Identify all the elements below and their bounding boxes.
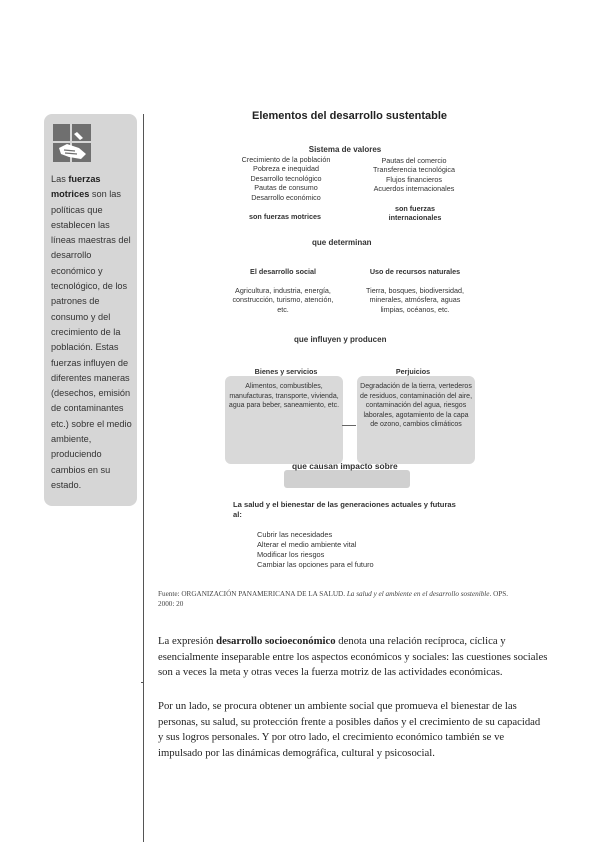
list-item: Cubrir las necesidades	[257, 530, 333, 539]
paragraph-2: Por un lado, se procura obtener un ambiente social que promueva el bienestar de las personas, su salud, su protección frente a posibles daños y el crecimiento de su capacidad y sus logros personales. Y por otro lado, el crecimiento económico también se ve impulsado por las dinámicas demográfica, cultural y psicosocial.	[158, 700, 541, 759]
paragraph-1: La expresión desarrollo socioeconómico denota una relación recíproca, cíclica y esencialmente inseparable entre los aspectos económicos y sociales: las cuestiones sociales son a veces la meta y otras veces la fuerza motriz de las actividades económicas.	[158, 635, 548, 678]
impact-label: que causan impacto sobre	[292, 461, 398, 471]
driving-forces-label: son fuerzas motrices	[249, 212, 321, 221]
international-forces-list: Pautas del comercio Transferencia tecnológica Flujos financieros Acuerdos internacionales	[372, 156, 456, 194]
determine-label: que determinan	[312, 238, 372, 247]
influence-label: que influyen y producen	[294, 335, 387, 344]
sidebar-text: Las fuerzas motrices son las políticas que establecen las líneas maestras del desarrollo económico y tecnológico, de los patrones de consumo y del crecimiento de la población. Estas fuerzas influyen de diferentes maneras (desechos, emisión de contaminantes etc.) sobre el medio ambiente, produciendo cambios en su estado.	[51, 174, 132, 490]
sidebar-note	[44, 114, 137, 506]
margin-rule	[143, 114, 144, 842]
margin-tick	[141, 682, 144, 683]
international-forces-label: son fuerzas internacionales	[388, 204, 442, 223]
harm-text: Degradación de la tierra, vertederos de residuos, contaminación del aire, contaminación del agua, riesgos laborales, agotamiento de la capa de ozono, cambios climáticos	[359, 383, 473, 429]
hand-writing-icon	[53, 124, 91, 162]
connector-arrow	[342, 425, 356, 426]
goods-heading: Bienes y servicios	[254, 367, 318, 376]
resources-text: Tierra, bosques, biodiversidad, minerales, atmósfera, aguas limpias, océanos, etc.	[365, 286, 464, 314]
goods-text: Alimentos, combustibles, manufacturas, transporte, vivienda, agua para beber, saneamiento, etc.	[228, 383, 340, 410]
health-statement: La salud y el bienestar de las generaciones actuales y futuras al:	[233, 500, 456, 519]
list-item: Modificar los riesgos	[257, 550, 325, 559]
source-citation: Fuente: ORGANIZACIÓN PANAMERICANA DE LA SALUD. La salud y el ambiente en el desarrollo sostenible. OPS. 2000: 20	[158, 590, 509, 608]
list-item: Alterar el medio ambiente vital	[257, 540, 357, 549]
social-heading: El desarrollo social	[250, 267, 316, 276]
outcomes-list	[257, 530, 374, 570]
harm-heading: Perjuicios	[395, 367, 431, 376]
sidebar-bold-term: fuerzas motrices	[51, 174, 101, 200]
diagram-title: Elementos del desarrollo sustentable	[252, 110, 448, 122]
driving-forces-list: Crecimiento de la población Pobreza e inequidad Desarrollo tecnológico Pautas de consumo Desarrollo económico	[241, 155, 331, 202]
key-term: desarrollo socioeconómico	[216, 635, 336, 647]
impact-bar	[284, 470, 410, 488]
list-item: Cambiar las opciones para el futuro	[257, 560, 374, 569]
values-heading: Sistema de valores	[308, 145, 382, 154]
social-text: Agricultura, industria, energía, construcción, turismo, atención, etc.	[232, 286, 334, 314]
resources-heading: Uso de recursos naturales	[369, 267, 461, 276]
